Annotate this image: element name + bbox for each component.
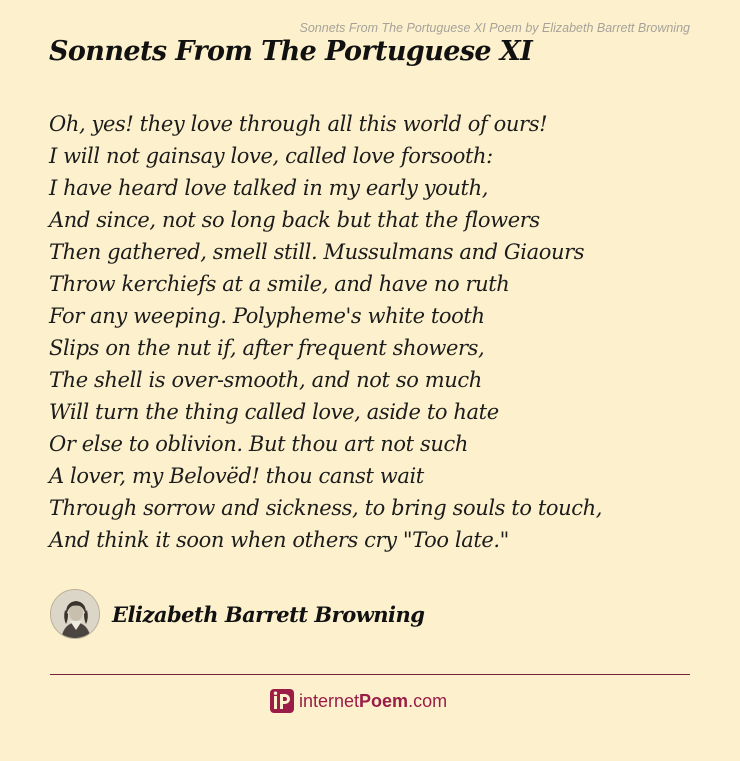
author-avatar[interactable] [50, 589, 100, 639]
poem-line: Throw kerchiefs at a smile, and have no ruth [49, 272, 510, 296]
poem-line: Or else to oblivion. But thou art not such [49, 432, 468, 456]
author-row[interactable] [50, 588, 424, 640]
logo-strong: Poem [359, 690, 409, 711]
poem-line: Slips on the nut if, after frequent showers, [49, 336, 485, 360]
poem-line: I have heard love talked in my early youth, [49, 176, 488, 200]
poem-line: I will not gainsay love, called love forsooth: [49, 144, 493, 168]
internetpoem-logo-icon [270, 689, 294, 713]
poem-line: And since, not so long back but that the flowers [49, 208, 540, 232]
poem-line: Will turn the thing called love, aside to hate [49, 400, 499, 424]
poem-title: Sonnets From The Portuguese XI [49, 36, 533, 67]
footer-divider [50, 674, 690, 675]
poem-line: Through sorrow and sickness, to bring souls to touch, [49, 496, 603, 520]
site-logo-link[interactable] [270, 688, 447, 714]
poem-line: Then gathered, smell still. Mussulmans and Giaours [49, 240, 585, 264]
author-name-link[interactable]: Elizabeth Barrett Browning [112, 601, 425, 627]
logo-text [299, 691, 447, 712]
author-portrait-icon [51, 590, 100, 639]
logo-prefix: internet [299, 690, 360, 711]
poem-line: Oh, yes! they love through all this world of ours! [49, 112, 548, 136]
poem-line: For any weeping. Polypheme's white tooth [49, 304, 485, 328]
poem-body [49, 108, 602, 556]
poem-line: And think it soon when others cry "Too late." [49, 528, 509, 552]
poem-line: The shell is over-smooth, and not so much [49, 368, 482, 392]
logo-suffix: .com [408, 690, 448, 711]
header-caption: Sonnets From The Portuguese XI Poem by Elizabeth Barrett Browning [299, 21, 690, 35]
poem-line: A lover, my Belovëd! thou canst wait [49, 464, 424, 488]
